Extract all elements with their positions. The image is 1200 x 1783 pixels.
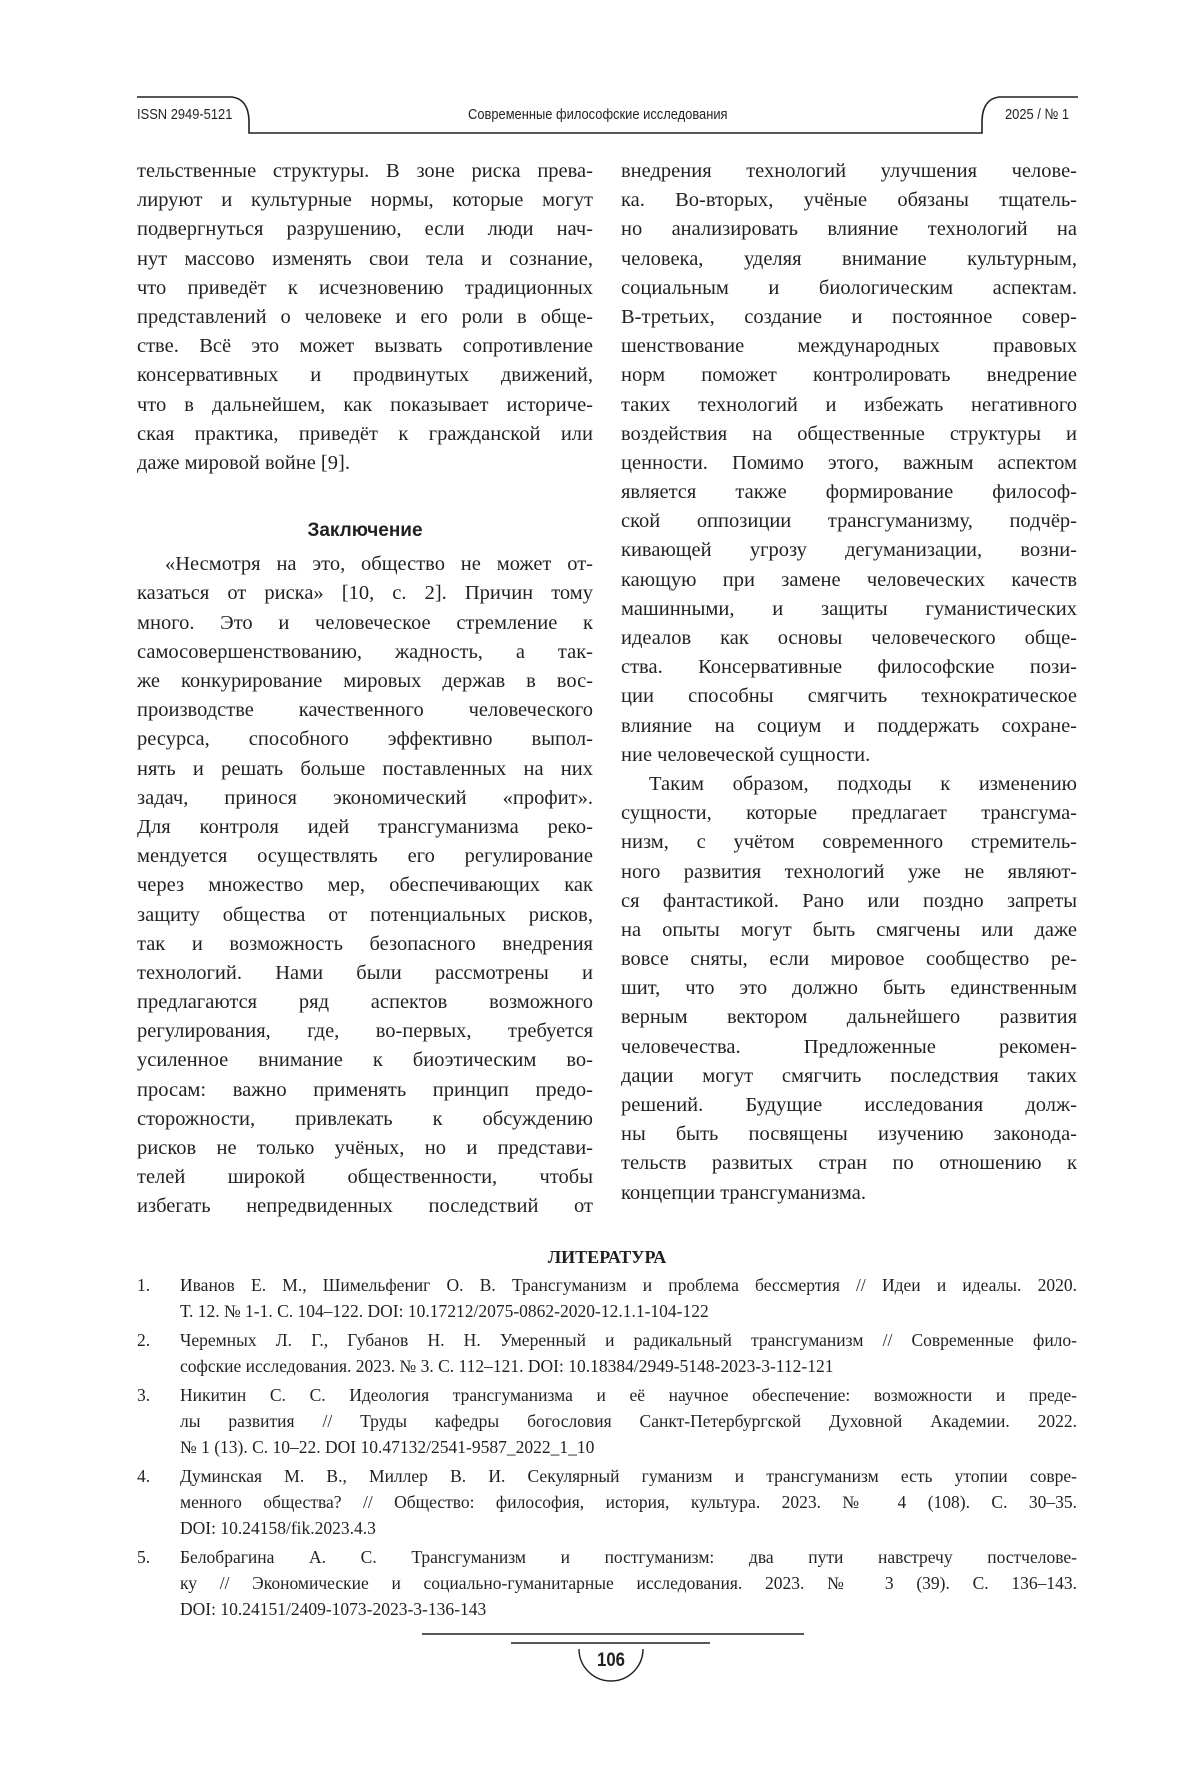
text-line: так и возможность безопасного внедрения — [137, 930, 593, 959]
text-line: кивающей угрозу дегуманизации, возни- — [621, 536, 1077, 565]
header-frame — [0, 0, 1200, 160]
page-number: 106 — [585, 1650, 638, 1672]
text-line: норм поможет контролировать внедрение — [621, 361, 1077, 390]
text-line: нут массово изменять свои тела и сознание, — [137, 245, 593, 274]
text-line: технологий. Нами были рассмотрены и — [137, 959, 593, 988]
text-line: решений. Будущие исследования долж- — [621, 1091, 1077, 1120]
text-line: что в дальнейшем, как показывает историче- — [137, 391, 593, 420]
text-line: таких технологий и избежать негативного — [621, 391, 1077, 420]
text-line: ства. Консервативные философские пози- — [621, 653, 1077, 682]
text-line: усиленное внимание к биоэтическим во- — [137, 1046, 593, 1075]
paragraph — [621, 770, 1077, 1208]
text-line: ции способны смягчить технократическое — [621, 682, 1077, 711]
text-line: производстве качественного человеческого — [137, 696, 593, 725]
text-line: ской оппозиции трансгуманизму, подчёр- — [621, 507, 1077, 536]
text-line: Таким образом, подходы к изменению — [621, 770, 1077, 799]
reference-line: Иванов Е. М., Шимельфениг О. В. Трансгуманизм и проблема бессмертия // Идеи и идеалы. 2020. — [180, 1272, 1077, 1298]
reference-item — [137, 1544, 1077, 1622]
text-line: ся фантастикой. Рано или поздно запреты — [621, 887, 1077, 916]
text-line: Для контроля идей трансгуманизма реко- — [137, 813, 593, 842]
text-line: сторожности, привлекать к обсуждению — [137, 1105, 593, 1134]
text-line: самосовершенствованию, жадность, а так- — [137, 638, 593, 667]
text-line: В-третьих, создание и постоянное совер- — [621, 303, 1077, 332]
section-heading: Заключение — [137, 516, 593, 545]
references — [137, 1244, 1077, 1625]
reference-number: 2. — [137, 1327, 150, 1353]
reference-line: менного общества? // Общество: философия, история, культура. 2023. № 4 (108). С. 30–35. — [180, 1489, 1077, 1515]
text-line: через множество мер, обеспечивающих как — [137, 871, 593, 900]
text-line: ного развития технологий уже не являют- — [621, 858, 1077, 887]
text-line: же конкурирование мировых держав в вос- — [137, 667, 593, 696]
running-header — [0, 0, 1200, 160]
text-line: регулирования, где, во-первых, требуется — [137, 1017, 593, 1046]
text-line: много. Это и человеческое стремление к — [137, 609, 593, 638]
text-line: предлагаются ряд аспектов возможного — [137, 988, 593, 1017]
paragraph — [137, 157, 593, 478]
reference-line: софские исследования. 2023. № 3. С. 112–121. DOI: 10.18384/2949-5148-2023-3-112-121 — [180, 1353, 1077, 1379]
text-line: задач, принося экономический «профит». — [137, 784, 593, 813]
paragraph — [621, 157, 1077, 770]
text-line: концепции трансгуманизма. — [621, 1179, 1077, 1208]
text-line: стве. Всё это может вызвать сопротивление — [137, 332, 593, 361]
text-line: дации могут смягчить последствия таких — [621, 1062, 1077, 1091]
reference-number: 1. — [137, 1272, 150, 1298]
reference-item — [137, 1327, 1077, 1379]
text-line: ресурса, способного эффективно выпол- — [137, 725, 593, 754]
reference-list — [137, 1272, 1077, 1622]
text-line: низм, с учётом современного стремитель- — [621, 828, 1077, 857]
reference-line: Думинская М. В., Миллер В. И. Секулярный гуманизм и трансгуманизм есть утопии совре- — [180, 1463, 1077, 1489]
text-line: машинными, и защиты гуманистических — [621, 595, 1077, 624]
text-line: ка. Во-вторых, учёные обязаны тщатель- — [621, 186, 1077, 215]
text-line: сущности, которые предлагает трансгума- — [621, 799, 1077, 828]
reference-line: DOI: 10.24158/fik.2023.4.3 — [180, 1515, 1077, 1541]
text-line: рисков не только учёных, но и представи- — [137, 1134, 593, 1163]
reference-line: Т. 12. № 1-1. С. 104–122. DOI: 10.17212/2075-0862-2020-12.1.1-104-122 — [180, 1298, 1077, 1324]
reference-item — [137, 1272, 1077, 1324]
text-line: тельственные структуры. В зоне риска прева- — [137, 157, 593, 186]
text-line: ны быть посвящены изучению законода- — [621, 1120, 1077, 1149]
reference-number: 4. — [137, 1463, 150, 1489]
references-title: ЛИТЕРАТУРА — [137, 1244, 1077, 1270]
text-line: ценности. Помимо этого, важным аспектом — [621, 449, 1077, 478]
text-line: является также формирование философ- — [621, 478, 1077, 507]
issue-number: 2025 / № 1 — [1005, 106, 1069, 123]
text-line: защиту общества от потенциальных рисков, — [137, 901, 593, 930]
text-line: идеалов как основы человеческого обще- — [621, 624, 1077, 653]
text-line: человечества. Предложенные рекомен- — [621, 1033, 1077, 1062]
text-line: внедрения технологий улучшения челове- — [621, 157, 1077, 186]
text-line: ние человеческой сущности. — [621, 741, 1077, 770]
reference-item — [137, 1463, 1077, 1541]
text-line: просам: важно применять принцип предо- — [137, 1076, 593, 1105]
reference-line: ку // Экономические и социально-гуманитарные исследования. 2023. № 3 (39). С. 136–143. — [180, 1570, 1077, 1596]
text-line: ская практика, приведёт к гражданской или — [137, 420, 593, 449]
text-line: мендуется осуществлять его регулирование — [137, 842, 593, 871]
text-line: что приведёт к исчезновению традиционных — [137, 274, 593, 303]
text-line: человека, уделяя внимание культурным, — [621, 245, 1077, 274]
text-line: тельств развитых стран по отношению к — [621, 1149, 1077, 1178]
text-line: казаться от риска» [10, с. 2]. Причин тому — [137, 579, 593, 608]
reference-number: 3. — [137, 1382, 150, 1408]
text-line: вовсе сняты, если мировое сообщество ре- — [621, 945, 1077, 974]
issn: ISSN 2949-5121 — [137, 106, 232, 123]
reference-number: 5. — [137, 1544, 150, 1570]
text-line: телей широкой общественности, чтобы — [137, 1163, 593, 1192]
reference-line: Никитин С. С. Идеология трансгуманизма и её научное обеспечение: возможности и преде- — [180, 1382, 1077, 1408]
left-column — [137, 157, 593, 1222]
text-line: кающую при замене человеческих качеств — [621, 566, 1077, 595]
text-line: даже мировой войне [9]. — [137, 449, 593, 478]
journal-title: Современные философские исследования — [468, 106, 728, 123]
reference-item — [137, 1382, 1077, 1460]
reference-line: Черемных Л. Г., Губанов Н. Н. Умеренный и радикальный трансгуманизм // Современные фило- — [180, 1327, 1077, 1353]
text-line: верным вектором дальнейшего развития — [621, 1003, 1077, 1032]
text-line: на опыты могут быть смягчены или даже — [621, 916, 1077, 945]
paragraph — [137, 550, 593, 1221]
reference-line: Белобрагина А. С. Трансгуманизм и постгуманизм: два пути навстречу постчелове- — [180, 1544, 1077, 1570]
text-line: избегать непредвиденных последствий от — [137, 1192, 593, 1221]
text-line: воздействия на общественные структуры и — [621, 420, 1077, 449]
text-line: подвергнуться разрушению, если люди нач- — [137, 215, 593, 244]
reference-line: лы развития // Труды кафедры богословия Санкт-Петербургской Духовной Академии. 2022. — [180, 1408, 1077, 1434]
reference-line: № 1 (13). С. 10–22. DOI 10.47132/2541-9587_2022_1_10 — [180, 1434, 1077, 1460]
text-line: но анализировать влияние технологий на — [621, 215, 1077, 244]
text-line: социальным и биологическим аспектам. — [621, 274, 1077, 303]
text-line: представлений о человеке и его роли в обще- — [137, 303, 593, 332]
text-line: нять и решать больше поставленных на них — [137, 755, 593, 784]
text-line: шенствование международных правовых — [621, 332, 1077, 361]
reference-line: DOI: 10.24151/2409-1073-2023-3-136-143 — [180, 1596, 1077, 1622]
right-column — [621, 157, 1077, 1208]
text-line: влияние на социум и поддержать сохране- — [621, 712, 1077, 741]
text-line: шит, что это должно быть единственным — [621, 974, 1077, 1003]
text-line: консервативных и продвинутых движений, — [137, 361, 593, 390]
text-line: лируют и культурные нормы, которые могут — [137, 186, 593, 215]
text-line: «Несмотря на это, общество не может от- — [137, 550, 593, 579]
